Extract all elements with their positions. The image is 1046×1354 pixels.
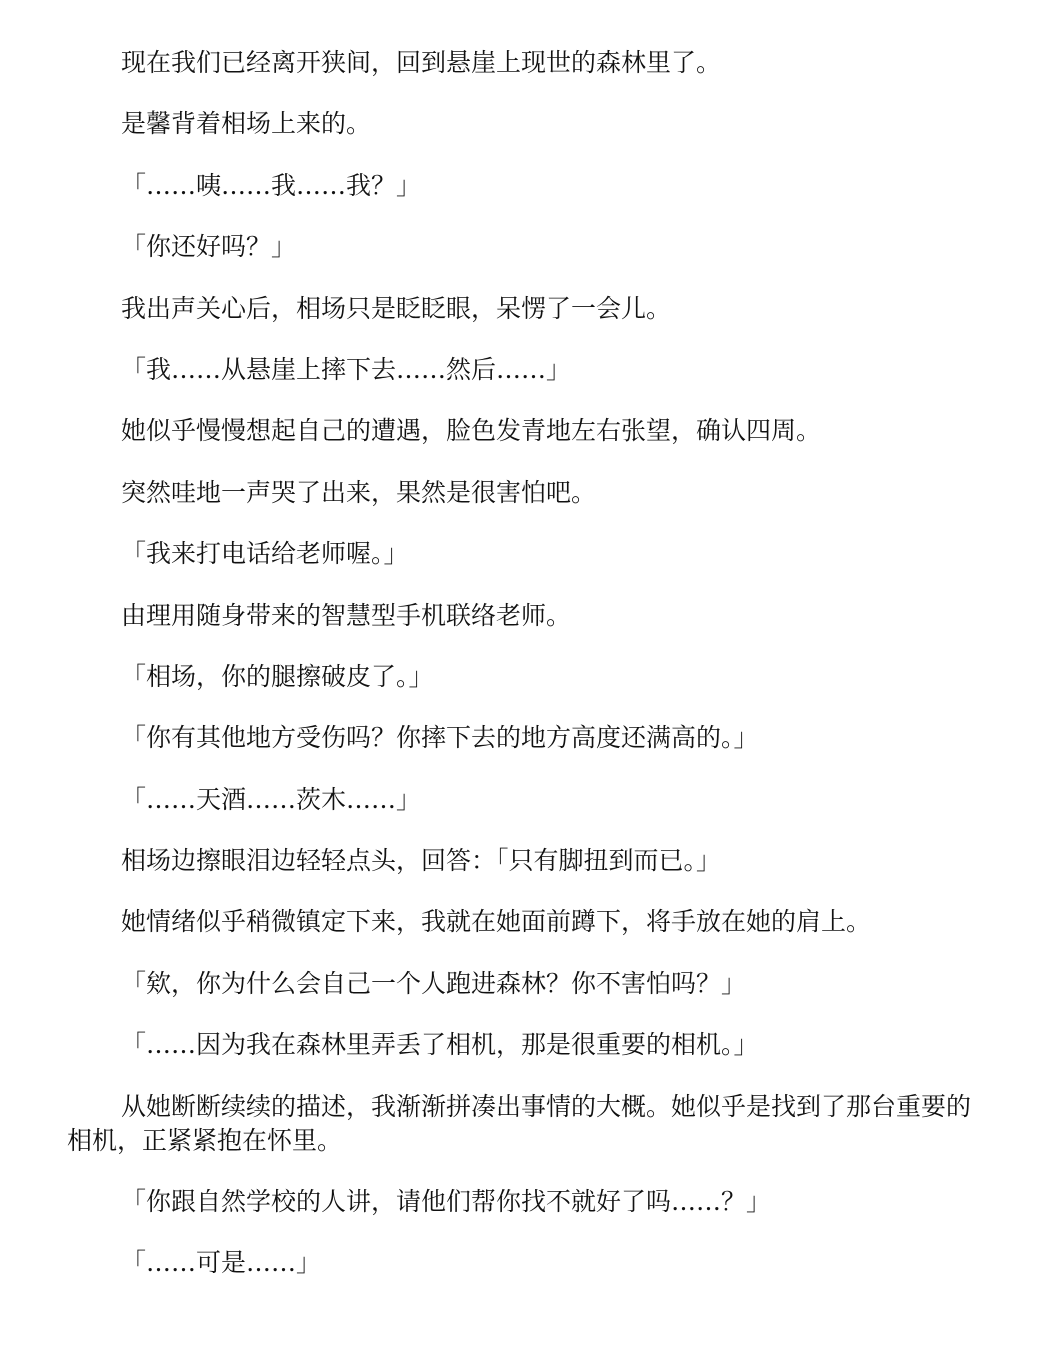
paragraph: 「我来打电话给老师喔。」 bbox=[121, 539, 409, 569]
paragraph: 「我……从悬崖上摔下去……然后……」 bbox=[121, 354, 572, 384]
paragraph: 现在我们已经离开狭间，回到悬崖上现世的森林里了。 bbox=[121, 48, 722, 77]
paragraph: 相场边擦眼泪边轻轻点头，回答：「只有脚扭到而已。」 bbox=[121, 846, 722, 876]
paragraph: 「相场，你的腿擦破皮了。」 bbox=[121, 661, 434, 691]
paragraph: 我出声关心后，相场只是眨眨眼，呆愣了一会儿。 bbox=[121, 293, 672, 323]
paragraph: 她似乎慢慢想起自己的遭遇，脸色发青地左右张望，确认四周。 bbox=[121, 416, 822, 446]
paragraph: 从她断断续续的描述，我渐渐拼凑出事情的大概。她似乎是找到了那台重要的相机，正紧紧抱在怀里。 bbox=[67, 1091, 972, 1155]
document-body bbox=[67, 46, 977, 1308]
paragraph: 「你还好吗？」 bbox=[121, 232, 297, 262]
paragraph: 「你有其他地方受伤吗？你摔下去的地方高度还满高的。」 bbox=[121, 723, 759, 753]
paragraph: 「……天酒……茨木……」 bbox=[121, 784, 422, 814]
paragraph: 她情绪似乎稍微镇定下来，我就在她面前蹲下，将手放在她的肩上。 bbox=[121, 907, 872, 937]
paragraph: 「……可是……」 bbox=[121, 1248, 322, 1278]
paragraph: 「……因为我在森林里弄丢了相机，那是很重要的相机。」 bbox=[121, 1030, 759, 1060]
paragraph: 「……咦……我……我？」 bbox=[121, 170, 422, 200]
paragraph: 由理用随身带来的智慧型手机联络老师。 bbox=[121, 600, 572, 630]
paragraph: 突然哇地一声哭了出来，果然是很害怕吧。 bbox=[121, 477, 597, 507]
paragraph: 「你跟自然学校的人讲，请他们帮你找不就好了吗……？」 bbox=[121, 1187, 772, 1217]
paragraph: 「欸，你为什么会自己一个人跑进森林？你不害怕吗？」 bbox=[121, 968, 747, 998]
paragraph: 是馨背着相场上来的。 bbox=[121, 109, 372, 139]
